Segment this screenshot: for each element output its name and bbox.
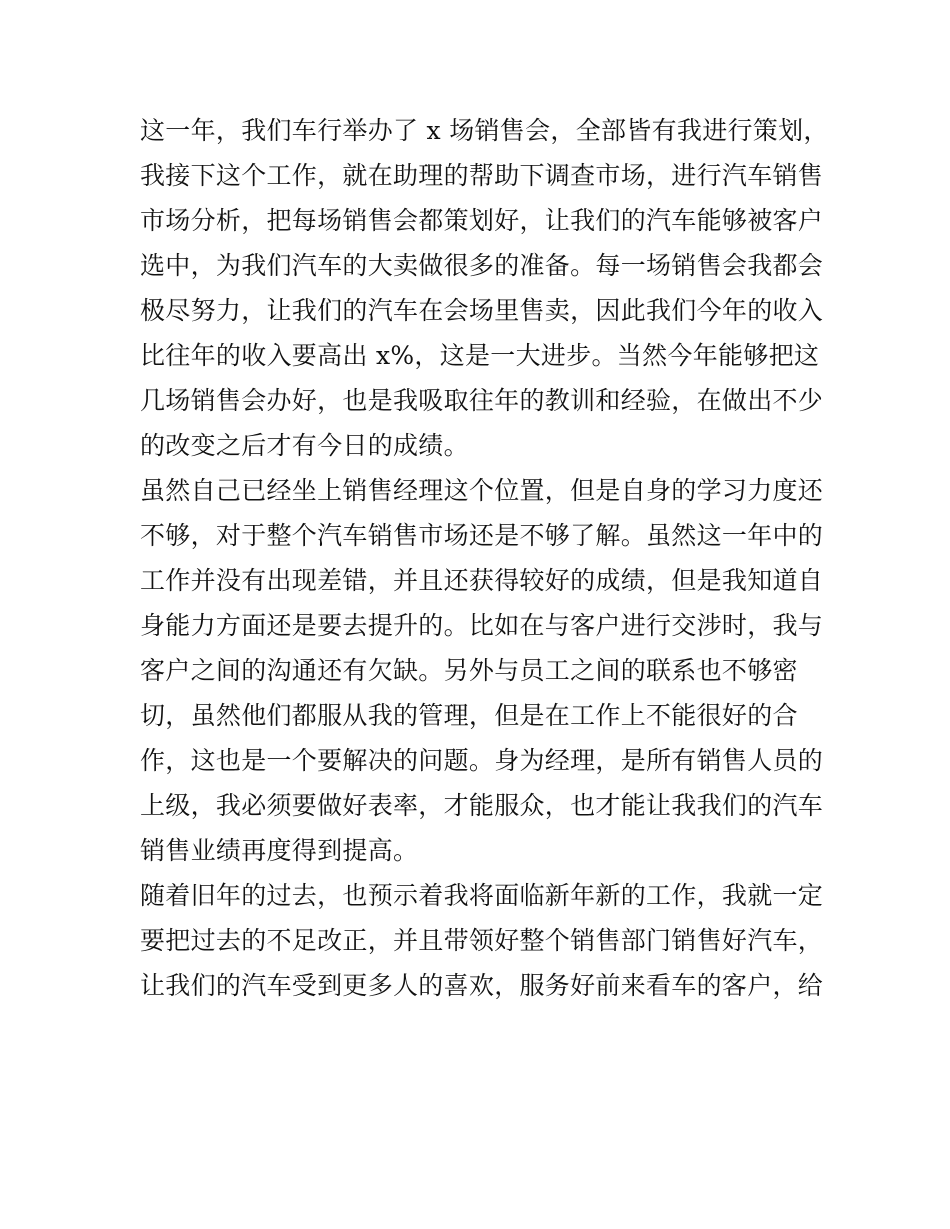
text-line: 虽然自己已经坐上销售经理这个位置，但是自身的学习力度还 [140,476,824,505]
text-line: 工作并没有出现差错，并且还获得较好的成绩，但是我知道自 [140,566,824,595]
text-line: 客户之间的沟通还有欠缺。另外与员工之间的联系也不够密 [140,656,798,685]
text-line: 销售业绩再度得到提高。 [140,836,419,865]
text-line: 身能力方面还是要去提升的。比如在与客户进行交涉时，我与 [140,611,824,640]
text-line: 要把过去的不足改正，并且带领好整个销售部门销售好汽车， [140,926,824,955]
text-line: 让我们的汽车受到更多人的喜欢，服务好前来看车的客户，给 [140,971,824,1000]
text-line: 极尽努力，让我们的汽车在会场里售卖，因此我们今年的收入 [140,296,824,325]
text-line: 这一年，我们车行举办了 x 场销售会，全部皆有我进行策划， [140,116,829,145]
text-line: 几场销售会办好，也是我吸取往年的教训和经验，在做出不少 [140,386,824,415]
text-line: 市场分析，把每场销售会都策划好，让我们的汽车能够被客户 [140,206,824,235]
text-line: 的改变之后才有今日的成绩。 [140,431,469,460]
document-body [140,108,829,1008]
text-line: 选中，为我们汽车的大卖做很多的准备。每一场销售会我都会 [140,251,824,280]
text-line: 切，虽然他们都服从我的管理，但是在工作上不能很好的合 [140,701,798,730]
text-line: 不够，对于整个汽车销售市场还是不够了解。虽然这一年中的 [140,521,824,550]
text-line: 我接下这个工作，就在助理的帮助下调查市场，进行汽车销售 [140,161,824,190]
text-line: 随着旧年的过去，也预示着我将面临新年新的工作，我就一定 [140,881,824,910]
text-line: 上级，我必须要做好表率，才能服众，也才能让我我们的汽车 [140,791,824,820]
text-line: 作，这也是一个要解决的问题。身为经理，是所有销售人员的 [140,746,824,775]
text-line: 比往年的收入要高出 x%，这是一大进步。当然今年能够把这 [140,341,820,370]
